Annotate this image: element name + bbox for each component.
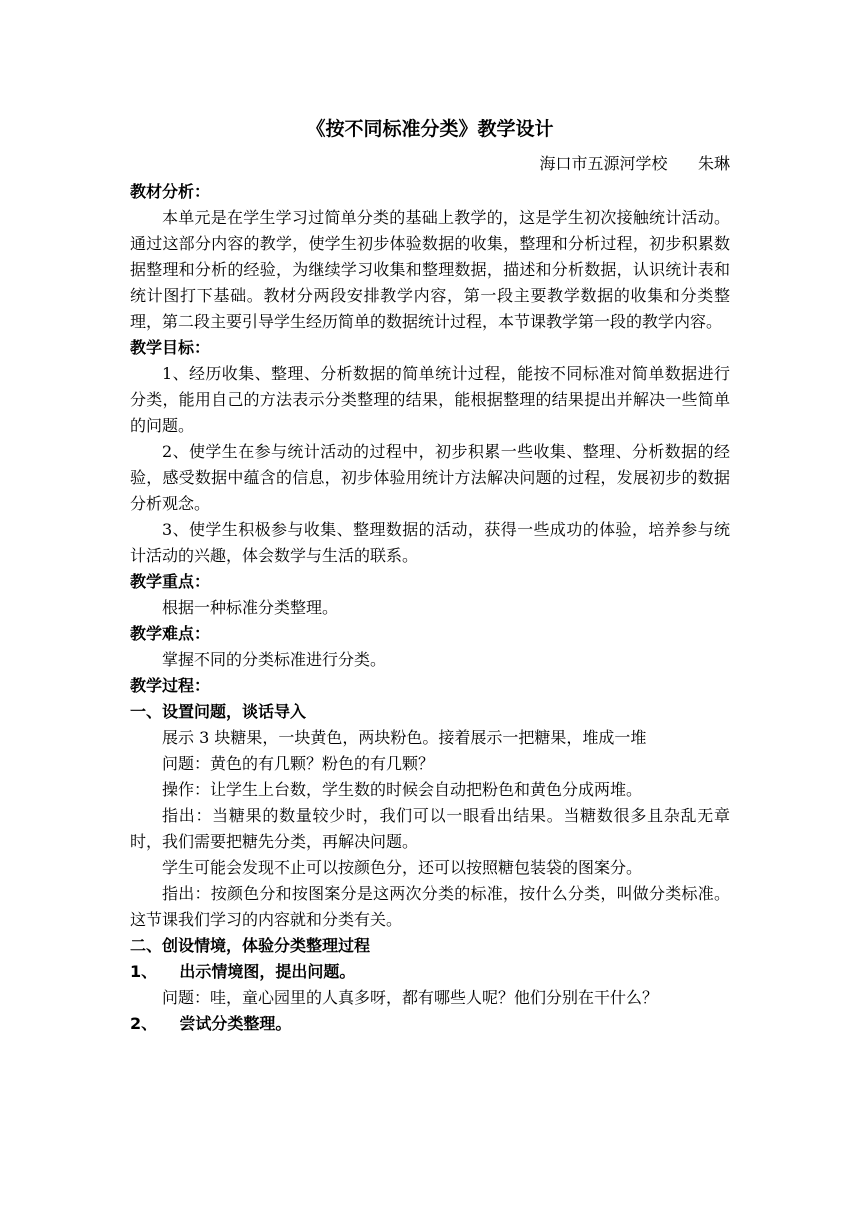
section-1-paragraph-6: 指出：按颜色分和按图案分是这两次分类的标准，按什么分类，叫做分类标准。这节课我们学习的内容就和分类有关。 xyxy=(130,884,730,929)
heading-key-point: 教学重点： xyxy=(130,572,211,591)
document-body xyxy=(130,179,730,1037)
section-1-paragraph-2: 问题：黄色的有几颗？粉色的有几颗？ xyxy=(162,754,435,773)
goal-item-3: 3、使学生积极参与收集、整理数据的活动，获得一些成功的体验，培养参与统计活动的兴趣，体会数学与生活的联系。 xyxy=(130,520,730,565)
heading-goals: 教学目标： xyxy=(130,338,211,357)
section-1-paragraph-5: 学生可能会发现不止可以按颜色分，还可以按照糖包装袋的图案分。 xyxy=(162,858,643,877)
section-1-title: 一、设置问题，谈话导入 xyxy=(130,702,307,721)
section-1-paragraph-4: 指出：当糖果的数量较少时，我们可以一眼看出结果。当糖数很多且杂乱无章时，我们需要把糖先分类，再解决问题。 xyxy=(130,806,730,851)
section-2-item-1: 1、 出示情境图，提出问题。 xyxy=(130,962,356,981)
section-1-paragraph-1: 展示 3 块糖果，一块黄色，两块粉色。接着展示一把糖果，堆成一堆 xyxy=(162,728,647,747)
paragraph-difficult-point: 掌握不同的分类标准进行分类。 xyxy=(162,650,387,669)
section-1-paragraph-3: 操作：让学生上台数，学生数的时候会自动把粉色和黄色分成两堆。 xyxy=(162,780,643,799)
goal-item-2: 2、使学生在参与统计活动的过程中，初步积累一些收集、整理、分析数据的经验，感受数据中蕴含的信息，初步体验用统计方法解决问题的过程，发展初步的数据分析观念。 xyxy=(130,442,730,513)
section-2-item-1-question: 问题：哇，童心园里的人真多呀，都有哪些人呢？他们分别在干什么？ xyxy=(162,988,659,1007)
heading-material: 教材分析： xyxy=(130,182,211,201)
goal-item-1: 1、经历收集、整理、分析数据的简单统计过程，能按不同标准对简单数据进行分类，能用自己的方法表示分类整理的结果，能根据整理的结果提出并解决一些简单的问题。 xyxy=(130,364,730,435)
author-line: 海口市五源河学校 朱琳 xyxy=(539,154,730,173)
paragraph-key-point: 根据一种标准分类整理。 xyxy=(162,598,339,617)
heading-difficult-point: 教学难点： xyxy=(130,624,211,643)
section-2-item-2: 2、 尝试分类整理。 xyxy=(130,1014,292,1033)
section-2-title: 二、创设情境，体验分类整理过程 xyxy=(130,936,371,955)
heading-process: 教学过程： xyxy=(130,676,211,695)
document-title: 《按不同标准分类》教学设计 xyxy=(306,118,554,140)
paragraph-material: 本单元是在学生学习过简单分类的基础上教学的，这是学生初次接触统计活动。通过这部分内容的教学，使学生初步体验数据的收集，整理和分析过程，初步积累数据整理和分析的经验，为继续学习收集和整理数据，描述和分析数据，认识统计表和统计图打下基础。教材分两段安排教学内容，第一段主要教学数据的收集和分类整理，第二段主要引导学生经历简单的数据统计过程，本节课教学第一段的教学内容。 xyxy=(130,208,730,331)
